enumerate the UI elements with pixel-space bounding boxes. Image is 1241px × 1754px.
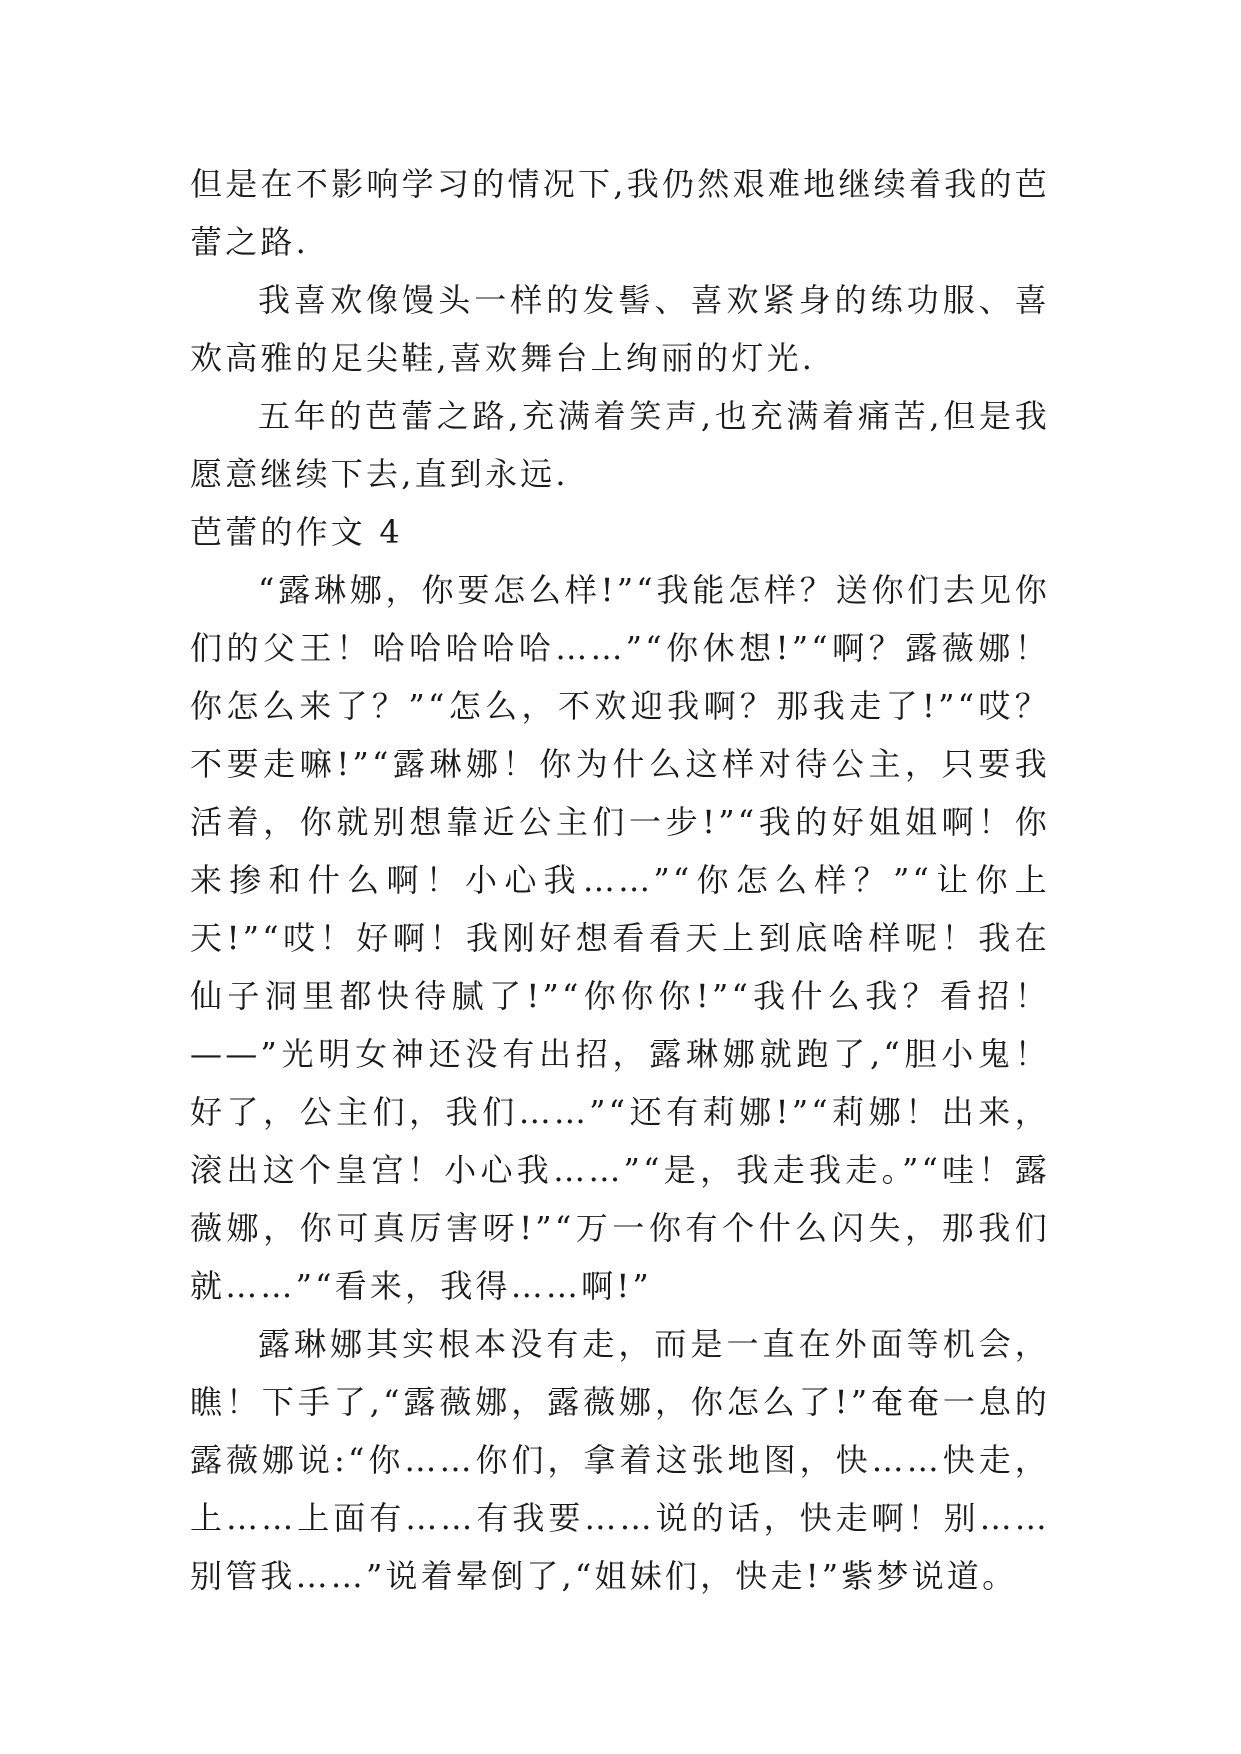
paragraph-5: 露琳娜其实根本没有走，而是一直在外面等机会，瞧！下手了,“露薇娜，露薇娜，你怎么了!”奄奄一息的露薇娜说:“你……你们，拿着这张地图，快……快走，上……上面有……有我要……说的话，快走啊！别……别管我……”说着晕倒了,“姐妹们，快走!”紫梦说道。 (190, 1325, 1050, 1595)
paragraph-1: 但是在不影响学习的情况下,我仍然艰难地继续着我的芭蕾之路. (190, 165, 1050, 261)
paragraph-4: “露琳娜，你要怎么样!”“我能怎样？送你们去见你们的父王！哈哈哈哈哈……”“你休想!”“啊？露薇娜！你怎么来了？”“怎么，不欢迎我啊？那我走了!”“哎？不要走嘛!”“露琳娜！你为什么这样对待公主，只要我活着，你就别想靠近公主们一步!”“我的好姐姐啊！你来掺和什么啊！小心我……”“你怎么样？”“让你上天!”“哎！好啊！我刚好想看看天上到底啥样呢！我在仙子洞里都快待腻了!”“你你你!”“我什么我？看招！——”光明女神还没有出招，露琳娜就跑了,“胆小鬼！好了，公主们，我们……”“还有莉娜!”“莉娜！出来，滚出这个皇宫！小心我……”“是，我走我走。”“哇！露薇娜，你可真厉害呀!”“万一你有个什么闪失，那我们就……”“看来，我得……啊!” (190, 571, 1050, 1305)
document-body (190, 155, 1050, 1605)
section-heading: 芭蕾的作文 4 (190, 513, 403, 551)
paragraph-2: 我喜欢像馒头一样的发髻、喜欢紧身的练功服、喜欢高雅的足尖鞋,喜欢舞台上绚丽的灯光. (190, 281, 1050, 377)
paragraph-3: 五年的芭蕾之路,充满着笑声,也充满着痛苦,但是我愿意继续下去,直到永远. (190, 397, 1050, 493)
